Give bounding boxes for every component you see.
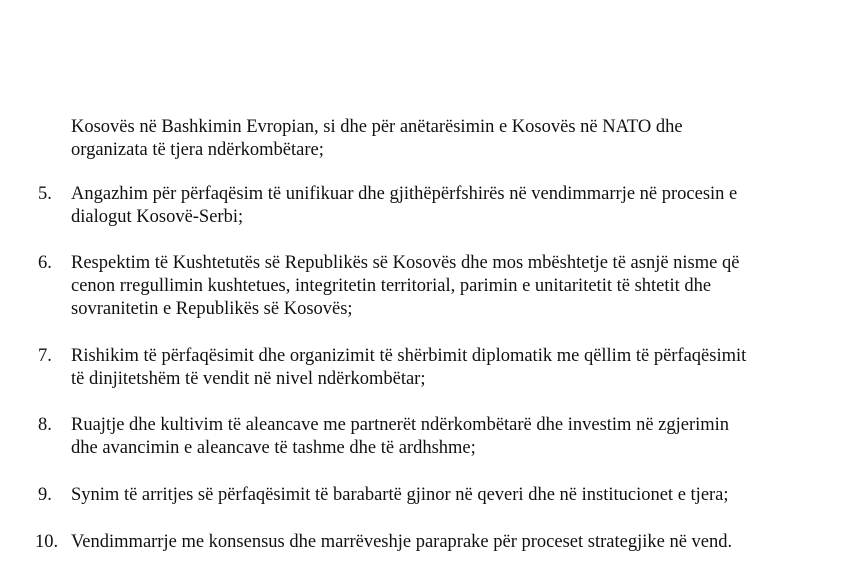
text-line: dhe avancimin e aleancave të tashme dhe të ardhshme; [71,438,476,458]
list-number: 7. [38,346,52,366]
text-line: Rishikim të përfaqësimit dhe organizimit të shërbimit diplomatik me qëllim të përfaqësimit [71,346,747,366]
list-number: 9. [38,485,52,505]
text-line: Angazhim për përfaqësim të unifikuar dhe gjithëpërfshirës në vendimmarrje në procesin e [71,184,738,204]
text-line: sovranitetin e Republikës së Kosovës; [71,299,353,319]
text-line: Synim të arritjes së përfaqësimit të barabartë gjinor në qeveri dhe në institucionet e tjera; [71,485,729,505]
text-line: Ruajtje dhe kultivim të aleancave me partnerët ndërkombëtarë dhe investim në zgjerimin [71,415,730,435]
text-line: cenon rregullimin kushtetues, integritetin territorial, parimin e unitaritetit të shtetit dhe [71,276,712,296]
list-number: 8. [38,415,52,435]
text-line: Vendimmarrje me konsensus dhe marrëveshje paraprake për proceset strategjike në vend. [71,532,733,552]
text-line: të dinjitetshëm të vendit në nivel ndërkombëtar; [71,369,426,389]
text-line: organizata të tjera ndërkombëtare; [71,140,324,160]
list-number: 6. [38,253,52,273]
list-number: 5. [38,184,52,204]
text-line: dialogut Kosovë-Serbi; [71,207,244,227]
text-line: Respektim të Kushtetutës së Republikës së Kosovës dhe mos mbështetje të asnjë nisme që [71,253,740,273]
text-line: Kosovës në Bashkimin Evropian, si dhe për anëtarësimin e Kosovës në NATO dhe [71,117,683,137]
list-number: 10. [35,532,59,552]
